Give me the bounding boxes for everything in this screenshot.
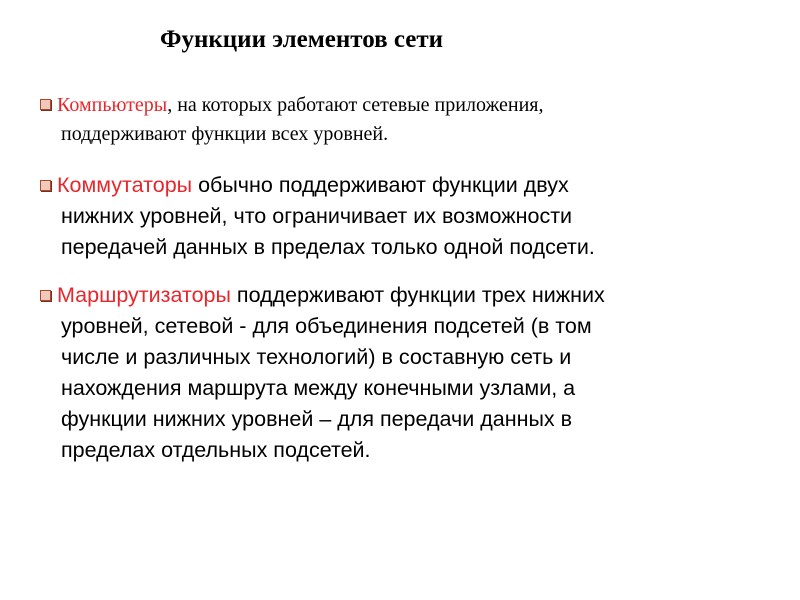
bullet-text: , на которых работают сетевые приложения,: [167, 94, 544, 116]
bullet-text-line: пределах отдельных подсетей.: [61, 438, 371, 462]
bullet-first-line: [40, 280, 760, 311]
bullet-first-line: [40, 91, 760, 120]
bullet-term: Компьютеры: [57, 94, 168, 116]
bullet-text: поддерживают функции трех нижних: [230, 283, 605, 307]
bullet-computers: [40, 91, 760, 149]
square-bullet-icon: [40, 99, 51, 110]
square-bullet-icon: [40, 180, 51, 191]
bullet-text-line: нахождения маршрута между конечными узлами, а: [61, 376, 576, 400]
page-title: Функции элементов сети: [160, 26, 444, 53]
bullet-text: обычно поддерживают функции двух: [192, 173, 569, 197]
bullet-text-line: уровней, сетевой - для объединения подсетей (в том: [61, 314, 592, 338]
bullet-text-line: функции нижних уровней – для передачи данных в: [61, 407, 573, 431]
bullet-text-line: поддерживают функции всех уровней.: [61, 123, 389, 145]
bullet-first-line: [40, 170, 760, 201]
bullet-routers: [40, 280, 760, 466]
square-bullet-icon: [40, 290, 51, 301]
bullet-text-line: числе и различных технологий) в составную сеть и: [61, 345, 572, 369]
bullet-switches: [40, 170, 760, 263]
bullet-term: Коммутаторы: [57, 173, 193, 197]
bullet-term: Маршрутизаторы: [57, 283, 231, 307]
bullet-text-line: передачей данных в пределах только одной подсети.: [61, 235, 595, 259]
bullet-text-line: нижних уровней, что ограничивает их возможности: [61, 204, 573, 228]
